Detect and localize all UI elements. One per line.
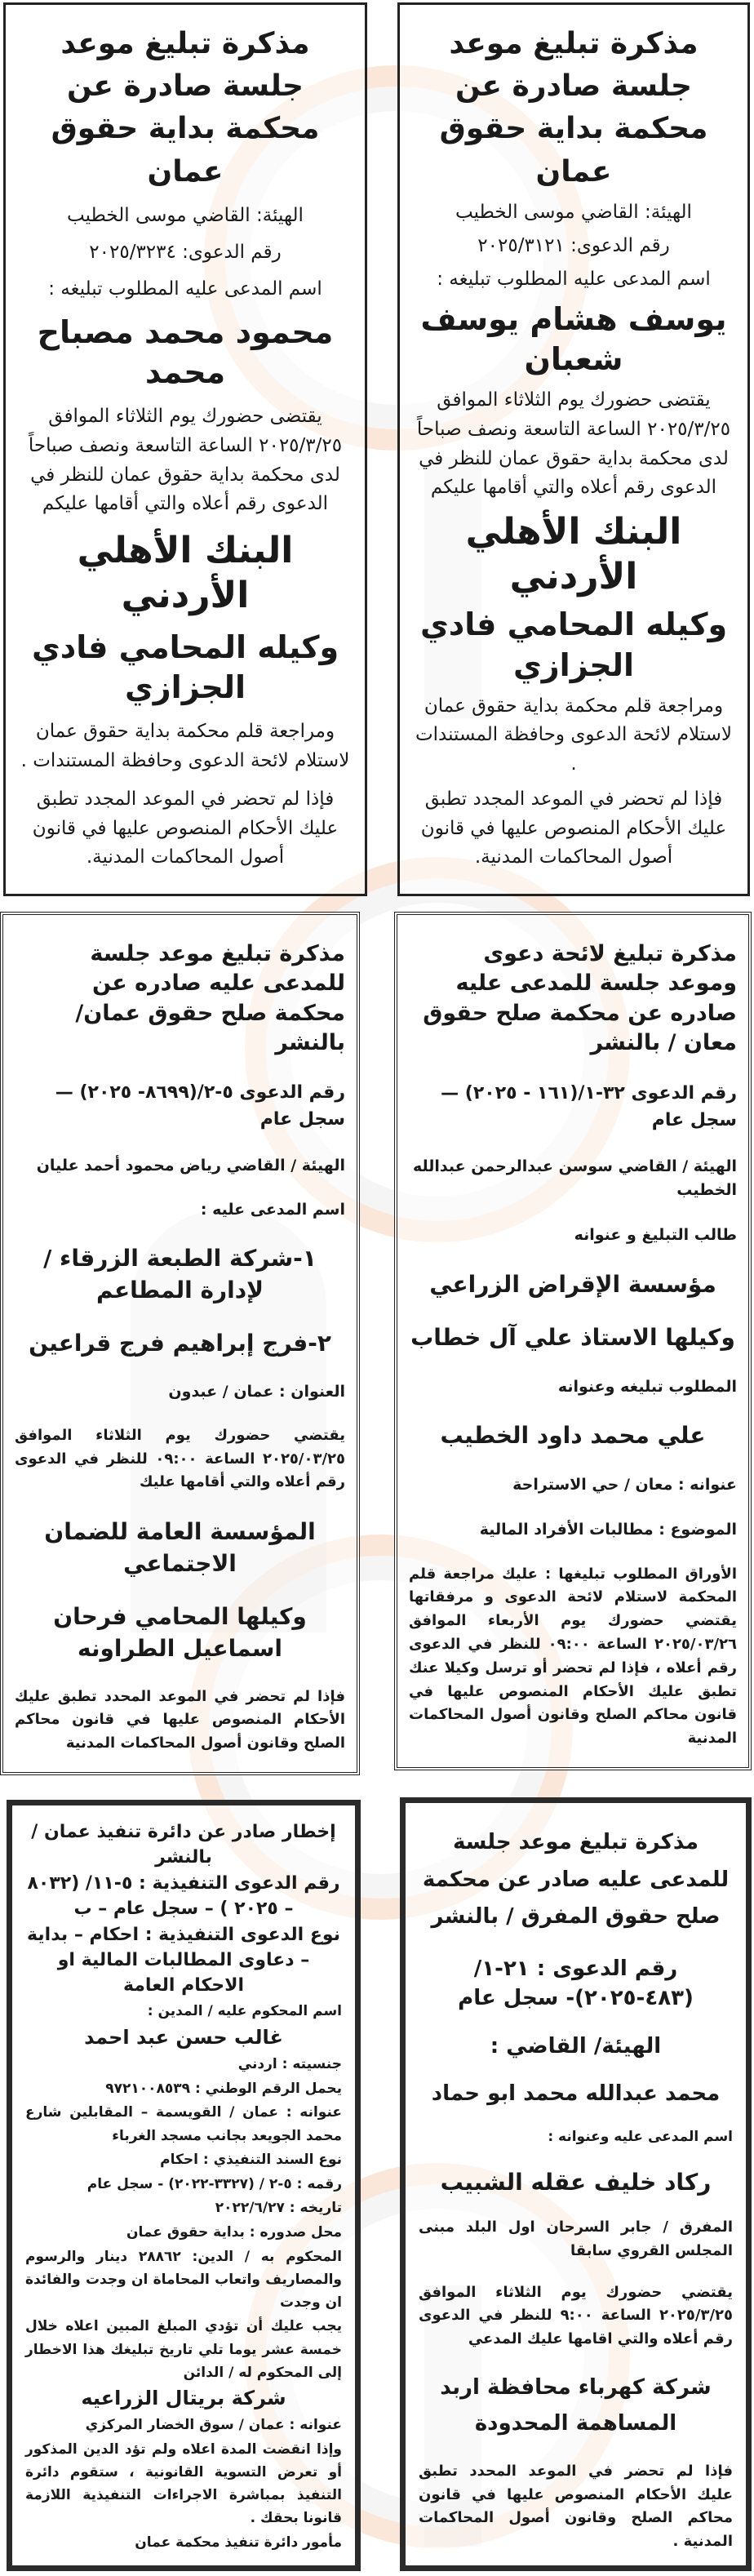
requester-label: طالب التبليغ و عنوانه [574, 1225, 737, 1244]
case-number: رقم الدعوى ٣٢-١/(١٦١ - ٢٠٢٥) — سجل عام [441, 1083, 737, 1131]
judge-name: محمد عبدالله محمد ابو حماد [431, 2081, 721, 2107]
detail-instrument-type: نوع السند التنفيذي : احكام [160, 2152, 342, 2169]
case-number: رقم الدعوى التنفيذية : ٥-١١/ (٨٠٣٢ – ٢٠٢٥ ) – سجل عام – ب [27, 1873, 340, 1919]
defendant-label: اسم المدعى عليه : [200, 1200, 345, 1219]
panel: الهيئة: القاضي موسى الخطيب [455, 202, 692, 224]
panel: الهيئة / القاضي سوسن عبدالرحمن عبدالله الخطيب [413, 1157, 737, 1199]
notice-amman-court [0, 912, 360, 1775]
panel: الهيئة / القاضي رياض محمود أحمد عليان [36, 1156, 345, 1175]
defendant-label: اسم المدعى عليه وعنوانه : [548, 2128, 733, 2145]
case-number: رقم الدعوى: ٢٠٢٥/٣٢٣٤ [89, 242, 282, 264]
hearing-text: يقتضى حضورك يوم الثلاثاء الموافق ٢٠٢٥/٣/٢٥ الساعة التاسعة ونصف صباحاً لدى محكمة بداية حقوق عمان للنظر في الدعوى رقم أعلاه والتي أقامها عليكم [416, 389, 731, 499]
notice-title: مذكرة تبليغ موعد جلسة للمدعى عليه صادر عن محكمة صلح حقوق المفرق / بالنشر [422, 1830, 730, 1929]
detail-issuer: محل صدوره : بداية حقوق عمان [126, 2224, 342, 2241]
notice-title: إخطار صادر عن دائرة تنفيذ عمان / بالنشر [31, 1822, 336, 1868]
notice-hearing-mahmoud [3, 2, 367, 896]
notice-title: مذكرة تبليغ موعد جلسة صادرة عن محكمة بداية حقوق عمان [51, 27, 320, 189]
notice-mafraq-court [400, 1797, 752, 2571]
defendant-label: اسم المدعى عليه المطلوب تبليغه : [437, 269, 711, 291]
plaintiff-name: شركة كهرباء محافظة اربد المساهمة المحدودة [440, 2375, 712, 2436]
warning-text: فإذا لم تحضر في الموعد المحدد تطبق عليك الأحكام المنصوص عليها في قانون محاكم الصلح وقانون أصول المحاكمات المدنية [15, 1687, 345, 1752]
plaintiff-name: البنك الأهلي الأردني [465, 510, 682, 597]
case-number: رقم الدعوى ٥-٢/(٨٦٩٩- ٢٠٢٥) — سجل عام [55, 1082, 345, 1130]
defendant-1: ١-شركة الطبعة الزرقاء / لإدارة المطاعم [43, 1245, 317, 1304]
lawyer-name: وكيله المحامي فادي الجزازي [31, 628, 339, 706]
warning-text: فإذا لم تحضر في الموعد المجدد تطبق عليك الأحكام المنصوص عليها في قانون أصول المحاكمات المدنية. [420, 788, 727, 868]
defendant-name: محمود محمد مصباح محمد [37, 313, 334, 391]
hearing-text: يقتضى حضورك يوم الثلاثاء الموافق ٢٠٢٥/٣/٢٥ الساعة التاسعة ونصف صباحاً لدى محكمة بداية حقوق عمان للنظر في الدعوى رقم أعلاه والتي أقامها عليكم [28, 406, 343, 515]
panel-label: الهيئة/ القاضي : [490, 2033, 662, 2059]
plaintiff-name: المؤسسة العامة للضمان الاجتماعي [44, 1517, 316, 1577]
warning-text: فإذا لم تحضر في الموعد المحدد تطبق عليك الأحكام المنصوص عليها في قانون محاكم الصلح وقانون أصول المحاكمات المدنية . [419, 2462, 733, 2551]
notice-title: مذكرة تبليغ لائحة دعوى وموعد جلسة للمدعى عليه صادره عن محكمة صلح حقوق معان / بالنشر [423, 941, 737, 1056]
defendant-label: اسم المدعى عليه المطلوب تبليغه : [48, 278, 322, 300]
warning-text: وإذا انقضت المدة اعلاه ولم تؤد الدين المذكور أو تعرض التسوية القانونية ، ستقوم دائرة التنفيذ بمباشرة الاجراءات التنفيذية اللازمة قانونا بحقك . [25, 2441, 342, 2527]
case-number: رقم الدعوى : ٢١-١/ (٤٨٣-٢٠٢٥)- سجل عام [458, 1956, 694, 2011]
creditor-address: عنوانه : عمان / سوق الخضار المركزي [85, 2417, 342, 2434]
hearing-text: يقتضي حضورك يوم الثلاثاء الموافق ٢٠٢٥/٣/٢٥ الساعة ٩:٠٠ للنظر في الدعوى رقم أعلاه والتي اقامها عليك المدعي [419, 2283, 733, 2348]
address: عنوانه : معان / حي الاستراحة [512, 1475, 737, 1494]
notice-maan-court [394, 912, 752, 1770]
defendant-name: ركاد خليف عقله الشبيب [440, 2168, 712, 2196]
address: المفرق / جابر السرحان اول البلد مبنى المجلس القروي سابقا [419, 2218, 733, 2259]
detail-date: تاريخه : ٢٠٢٢/٦/٢٧ [215, 2200, 342, 2217]
demand-text: يجب عليك أن تؤدي المبلغ المبين اعلاه خلال خمسة عشر يوما تلي تاريخ تبليغك هذا الاخطار إلى المحكوم له / الدائن [25, 2318, 342, 2381]
debtor-label: اسم المحكوم عليه / المدين : [147, 2003, 342, 2020]
review-text: ومراجعة قلم محكمة بداية حقوق عمان لاستلام لائحة الدعوى وحافظة المستندات . [20, 721, 350, 771]
case-number: رقم الدعوى: ٢٠٢٥/٣١٢١ [477, 235, 670, 257]
detail-nationality: جنسيته : اردني [237, 2056, 342, 2073]
case-type: نوع الدعوى التنفيذية : احكام – بداية – دعاوى المطالبات المالية او الاحكام العامة [27, 1925, 340, 1996]
target-name: علي محمد داود الخطيب [440, 1422, 706, 1450]
notice-title: مذكرة تبليغ موعد جلسة صادرة عن محكمة بداية حقوق عمان [439, 27, 708, 189]
detail-address: عنوانه : عمان / القويسمة – المقابلين شارع محمد الجويعد بجانب مسجد الغرباء [25, 2104, 342, 2144]
defendant-name: يوسف هشام يوسف شعبان [420, 301, 727, 378]
detail-debt: المحكوم به / الدين: ٢٨٨٦٢ دينار والرسوم والمصاريف واتعاب المحاماة ان وجدت والفائدة ان وجدت [25, 2248, 343, 2311]
lawyer-name: وكيلها المحامي فرحان اسماعيل الطراونه [53, 1602, 307, 1662]
notice-title: مذكرة تبليغ موعد جلسة للمدعى عليه صادره عن محكمة صلح حقوق عمان/بالنشر [75, 941, 345, 1056]
hearing-text: الأوراق المطلوب تبليغها : عليك مراجعة قلم المحكمة لاستلام لائحة الدعوى و مرفقاتها يقتضي حضورك يوم الأربعاء الموافق ٢٠٢٥/٠٣/٢٦ الساعة ٠٩:٠٠ للنظر في الدعوى رقم أعلاه ، فإذا لم تحضر أو ترسل وكيلا عنك تطبق عليك الأحكام المنصوص عليها في قانون محاكم الصلح وقانون أصول المحاكمات المدنية [409, 1565, 738, 1748]
target-label: المطلوب تبليغه وعنوانه [557, 1377, 737, 1396]
hearing-text: يقتضي حضورك يوم الثلاثاء الموافق ٢٠٢٥/٠٣/٢٥ الساعة ٠٩:٠٠ للنظر في الدعوى رقم أعلاه والتي أقامها عليك [15, 1426, 346, 1491]
debtor-name: غالب حسن عبد احمد [84, 2026, 283, 2049]
address: العنوان : عمان / عبدون [168, 1382, 345, 1401]
signature: مأمور دائرة تنفيذ محكمة عمان [135, 2534, 342, 2551]
lawyer-name: وكيله المحامي فادي الجزازي [419, 606, 728, 683]
requester-name: مؤسسة الإقراض الزراعي [429, 1270, 716, 1298]
review-text: ومراجعة قلم محكمة بداية حقوق عمان لاستلام لائحة الدعوى وحافظة المستندات . [415, 695, 733, 775]
agent-name: وكيلها الاستاذ علي آل خطاب [410, 1324, 735, 1352]
panel: الهيئة: القاضي موسى الخطيب [67, 205, 304, 227]
plaintiff-name: البنك الأهلي الأردني [77, 530, 294, 617]
notice-execution-amman [7, 1800, 361, 2571]
creditor-name: شركة بريتال الزراعيه [81, 2387, 286, 2410]
defendant-2: ٢-فرج إبراهيم فرج قراعين [29, 1329, 331, 1357]
subject: الموضوع : مطالبات الأفراد المالية [479, 1520, 737, 1539]
detail-instrument-number: رقمه : ٥-٢ / (٣٣٢٧-٢٠٢٢) - سجل عام [86, 2175, 342, 2192]
warning-text: فإذا لم تحضر في الموعد المجدد تطبق عليك الأحكام المنصوص عليها في قانون أصول المحاكمات المدنية. [32, 788, 339, 868]
detail-national-id: يحمل الرقم الوطني : ٩٧٢١٠٠٨٥٣٩ [105, 2080, 342, 2097]
notice-hearing-yousef [397, 2, 750, 896]
